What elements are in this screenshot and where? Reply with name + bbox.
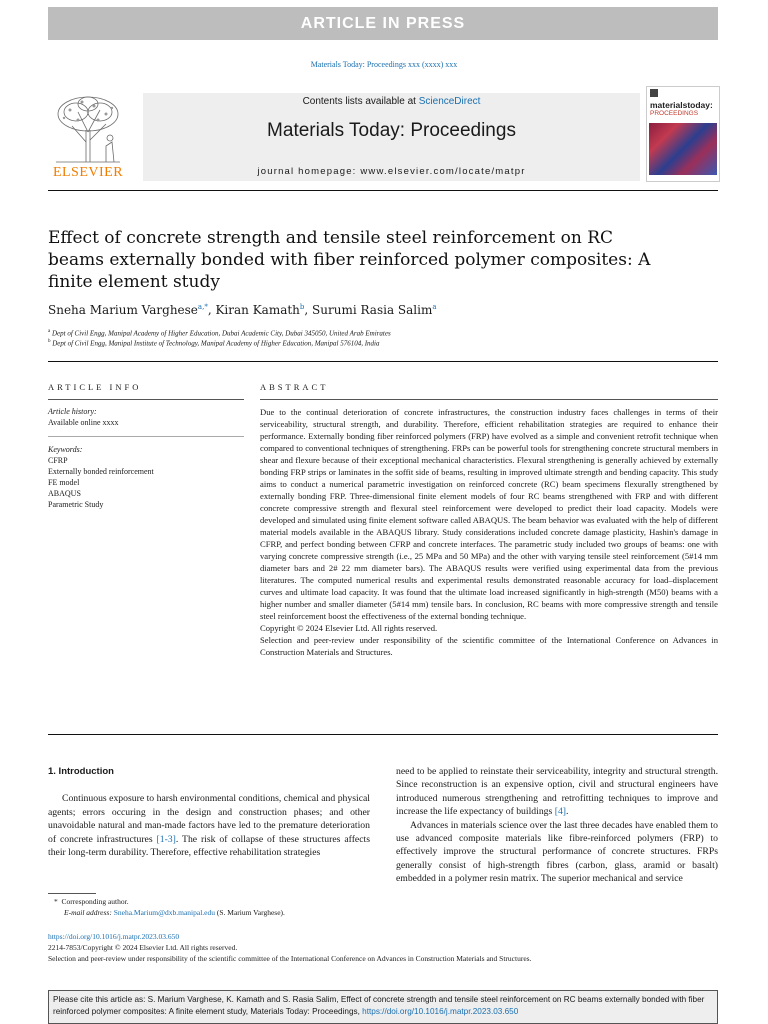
affiliation-text: Dept of Civil Engg, Manipal Academy of Higher Education, Dubai Academic City, Dubai 345050, United Arab Emirates (51, 329, 391, 338)
selection-line: Selection and peer-review under responsibility of the scientific committee of the International Conference on Advances in Construction Materials and Structures. (48, 954, 532, 963)
article-history (48, 406, 244, 428)
elsevier-wordmark: ELSEVIER (52, 165, 124, 180)
doi-link[interactable]: https://doi.org/10.1016/j.matpr.2023.03.650 (48, 932, 180, 941)
author-separator: , (304, 303, 313, 317)
intro-paragraph-continued (396, 765, 718, 819)
affiliation-mark: b (48, 339, 51, 344)
footnote-rule (48, 893, 96, 894)
keyword: Externally bonded reinforcement (48, 467, 154, 476)
article-info-divider (48, 436, 244, 437)
journal-cover-thumbnail[interactable] (646, 86, 720, 182)
corresponding-label: Corresponding author. (61, 897, 129, 906)
contents-available-line (143, 96, 640, 107)
spacer (48, 778, 370, 792)
intro-text: need to be applied to reinstate their serviceability, integrity and structural strength. Since reconstruction is an expensive option, civil and structural engineers have introduced numerous strengthening and retrofitting techniques to improve and increase the life expectancy of buildings (396, 766, 718, 818)
abstract-text: Due to the continual deterioration of concrete infrastructures, the construction industry faces challenges in terms of their serviceability, structural strength, and durability. Therefore, efficient rehabilitation strategies are required to enhance their performance. Externally bonding fiber reinforced polymers (FRP) have evolved as a simple and convenient retrofit technique when compared to conventional techniques of strengthening. FRPs can be powerful tools for strengthening concrete structural members in shear and flexure because of their exceptional mechanical characteristics. Flexural strengthening is generally achieved by externally bonding FRP strips or laminates in the soffit side of beams, resulting in improved ultimate strength and bending capacity. This study aims to conduct a numerical parametric investigation on reinforced concrete (RC) beam specimens flexurally strengthened by externally bonding FRP. Three-dimensional finite element models of four RC beams strengthened with FRP and with different concrete compressive strength and flexural steel reinforcement were developed to predict their load capacity. Models were developed and simulated using finite element software called ABAQUS. The beam behavior was evaluated with the help of different material models available in the ABAQUS library. Study considerations included concrete damage plasticity, Hashin's damage in CFRP, and perfect bonding between CFRP and concrete interfaces. The parametric study included two groups of beams: one with varying concrete compressive strength (i.e., 25 MPa and 50 MPa) and the other with varying tensile steel reinforcement (5#14 mm diameter bars and 2# 22 mm diameter bars). The ABAQUS results were verified using experimental data from the previous literatures. The computed numerical results and experimental results demonstrated reasonable accuracy for load–displacement curves and ultimate load capacity. It was found that the ultimate load increased significantly in high-strength (M50) beams with a higher number and smaller diameter (5#14 mm) tensile bars. In conclusion, RC beams with more compressive strength and tensile steel reinforcement boost the effectiveness of the external bonding technique. (260, 407, 718, 621)
article-title: Effect of concrete strength and tensile steel reinforcement on RC beams externally bonded with fiber reinforced polymer composites: A finite element study (48, 228, 651, 292)
article-info-heading: ARTICLE INFO (48, 382, 142, 392)
affiliation-text: Dept of Civil Engg, Manipal Institute of Technology, Manipal Academy of Higher Education, Manipal 576104, India (52, 339, 380, 348)
keywords-label: Keywords: (48, 445, 83, 454)
abstract-bottom-rule (48, 734, 718, 735)
contents-prefix: Contents lists available at (302, 96, 419, 107)
intro-text: . (566, 806, 569, 818)
affiliation-mark: a (48, 329, 51, 334)
article-in-press-banner: ARTICLE IN PRESS (48, 7, 718, 40)
footnote-corresponding (54, 896, 129, 907)
cover-artwork (649, 123, 717, 175)
abstract-selection: Selection and peer-review under responsibility of the scientific committee of the International Conference on Advances in Construction Materials and Structures. (260, 635, 718, 657)
keywords-block (48, 444, 244, 510)
intro-heading: 1. Introduction (48, 766, 114, 777)
email-link[interactable]: Sneha.Marium@dxb.manipal.edu (113, 908, 215, 917)
asterisk: * (54, 897, 58, 906)
intro-text: Continuous exposure to harsh environmental conditions, chemical and physical agents; errors occuring in the design and construction phases; and other unavoidable natural and man-made factors have led to the premature deterioration of concrete infrastructures (48, 793, 370, 845)
email-suffix: (S. Marium Varghese). (216, 908, 285, 917)
keyword: ABAQUS (48, 489, 81, 498)
article-info-rule (48, 399, 244, 400)
citation-box (48, 990, 718, 1024)
intro-right-column (396, 765, 718, 886)
issn-line: 2214-7853/Copyright © 2024 Elsevier Ltd. All rights reserved. (48, 943, 238, 952)
author-name: Surumi Rasia Salim (312, 303, 433, 317)
author-separator: , (207, 303, 216, 317)
author-name: Sneha Marium Varghese (48, 303, 198, 317)
sciencedirect-link[interactable]: ScienceDirect (418, 96, 481, 107)
email-label: E-mail address: (64, 908, 112, 917)
author-affiliation-mark[interactable]: a (432, 303, 437, 311)
intro-paragraph-2: Advances in materials science over the last three decades have enabled them to use advanced composite materials like fibre-reinforced polymers (FRP) to effectively improve the structural performance of concrete structures. FRPs generally consist of high-strength fibres (carbon, glass, aramid or basalt) embedded in a polymer resin matrix. The superior mechanical and service (396, 819, 718, 885)
keyword: Parametric Study (48, 500, 104, 509)
intro-left-column (48, 765, 370, 859)
reference-link[interactable]: [4] (554, 806, 567, 818)
journal-title: Materials Today: Proceedings (267, 120, 516, 141)
citation-text: Please cite this article as: S. Marium Varghese, K. Kamath and S. Rasia Salim, Effect of concrete strength and tensile steel reinforcement on RC beams externally bonded with fiber reinforced polymer composites: A finite element study, Materials Today: Proceedings, (53, 995, 705, 1016)
intro-paragraph-1 (48, 792, 370, 859)
reference-link[interactable]: [1-3] (156, 833, 176, 845)
author-affiliation-mark[interactable]: a,* (197, 303, 208, 311)
header-rule (48, 190, 718, 191)
author-list (48, 303, 437, 317)
cover-publisher-icon (650, 89, 658, 97)
abstract-copyright: Copyright © 2024 Elsevier Ltd. All rights reserved. (260, 623, 438, 633)
journal-reference-link[interactable]: Materials Today: Proceedings xxx (xxxx) xxx (310, 60, 458, 69)
keyword: CFRP (48, 456, 68, 465)
intro-text: . The risk of collapse of these structures affects their long-term durability. Therefore, effective rehabilitation strategies (48, 833, 370, 859)
abstract-heading: ABSTRACT (260, 382, 329, 392)
history-value: Available online xxxx (48, 418, 119, 427)
cover-brand: materialstoday: (650, 100, 713, 110)
footnote-email (64, 907, 285, 918)
author-name: Kiran Kamath (215, 303, 300, 317)
abstract-rule (260, 399, 718, 400)
title-rule (48, 361, 718, 362)
affiliation-a (48, 329, 391, 337)
abstract-body (260, 406, 718, 658)
journal-homepage[interactable]: journal homepage: www.elsevier.com/locate/matpr (257, 166, 526, 177)
cover-subtitle: PROCEEDINGS (650, 110, 699, 117)
history-label: Article history: (48, 407, 97, 416)
citation-doi-link[interactable]: https://doi.org/10.1016/j.matpr.2023.03.650 (362, 1007, 519, 1016)
author-affiliation-mark[interactable]: b (299, 303, 305, 311)
keyword: FE model (48, 478, 80, 487)
affiliation-b (48, 339, 379, 347)
